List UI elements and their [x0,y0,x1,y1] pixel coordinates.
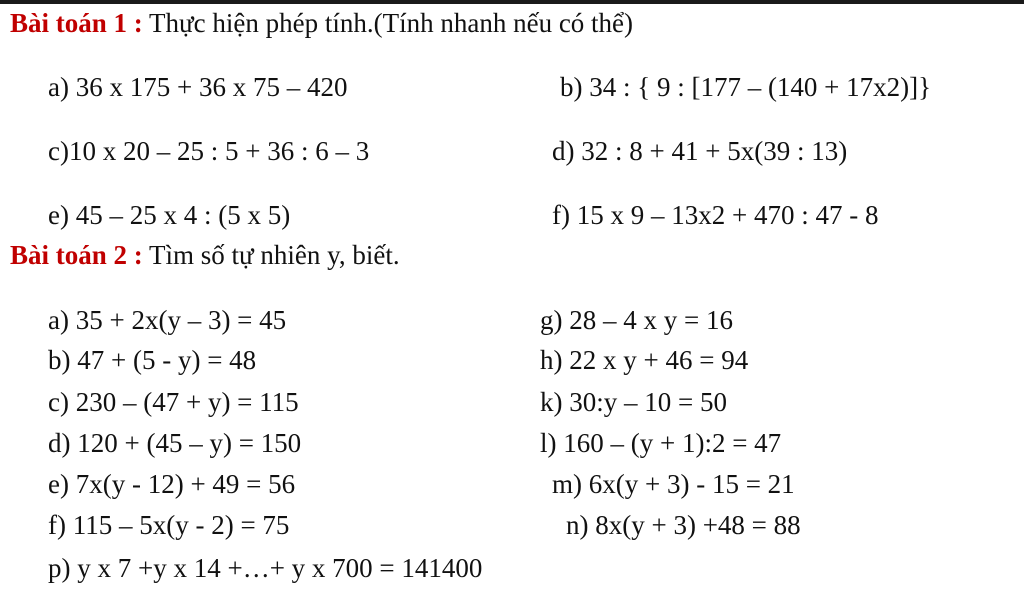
problem2-heading [10,240,400,270]
problem2-item-g: g) 28 – 4 x y = 16 [540,305,733,335]
problem2-item-f: f) 115 – 5x(y - 2) = 75 [48,510,290,540]
problem2-instruction: Tìm số tự nhiên y, biết. [142,240,400,270]
problem1-instruction: Thực hiện phép tính.(Tính nhanh nếu có thể) [142,8,634,38]
problem1-item-a: a) 36 x 175 + 36 x 75 – 420 [48,72,348,102]
problem2-item-n: n) 8x(y + 3) +48 = 88 [566,510,801,540]
problem1-item-e: e) 45 – 25 x 4 : (5 x 5) [48,200,291,230]
problem2-item-m: m) 6x(y + 3) - 15 = 21 [552,469,795,499]
problem2-item-a: a) 35 + 2x(y – 3) = 45 [48,305,287,335]
problem2-item-h: h) 22 x y + 46 = 94 [540,345,749,375]
problem2-item-b: b) 47 + (5 - y) = 48 [48,345,257,375]
problem2-item-d: d) 120 + (45 – y) = 150 [48,428,302,458]
problem1-item-c: c)10 x 20 – 25 : 5 + 36 : 6 – 3 [48,136,370,166]
problem2-item-k: k) 30:y – 10 = 50 [540,387,727,417]
problem1-item-d: d) 32 : 8 + 41 + 5x(39 : 13) [552,136,848,166]
problem2-item-p: p) y x 7 +y x 14 +…+ y x 700 = 141400 [48,553,483,583]
problem2-item-e: e) 7x(y - 12) + 49 = 56 [48,469,296,499]
top-border [0,0,1024,4]
problem1-heading [10,8,633,38]
problem2-title: Bài toán 2 : [10,240,143,270]
problem1-item-f: f) 15 x 9 – 13x2 + 470 : 47 - 8 [552,200,879,230]
problem2-item-c: c) 230 – (47 + y) = 115 [48,387,299,417]
problem2-item-l: l) 160 – (y + 1):2 = 47 [540,428,782,458]
problem1-item-b: b) 34 : { 9 : [177 – (140 + 17x2)]} [560,72,932,102]
problem1-title: Bài toán 1 : [10,8,143,38]
